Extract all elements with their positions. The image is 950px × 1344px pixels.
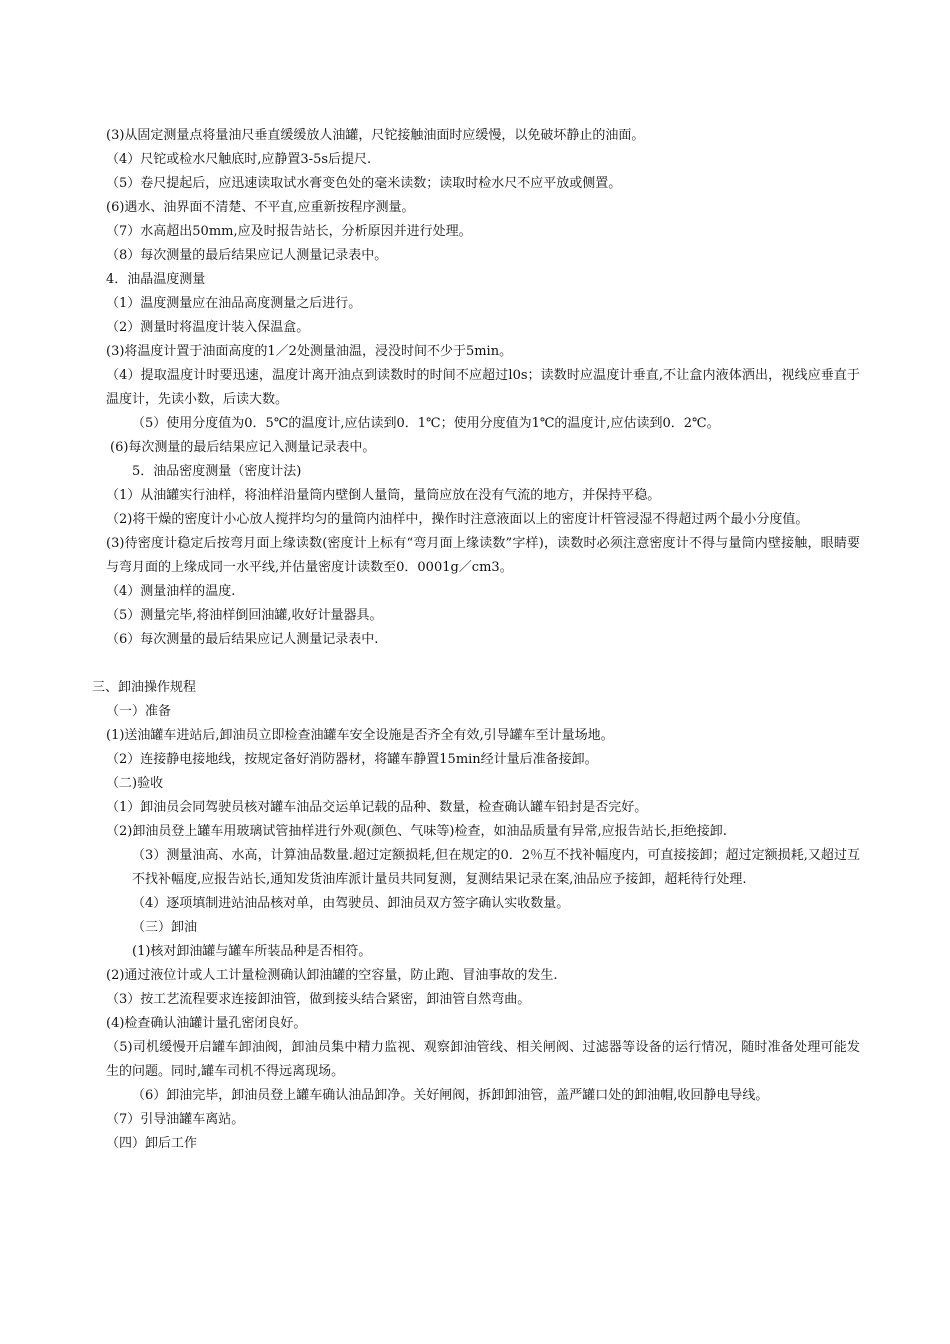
text-line: （7）引导油罐车离站。 xyxy=(106,1112,245,1127)
document-body xyxy=(92,124,860,1156)
text-line: （4）尺铊或检水尺触底时,应静置3-5s后提尺. xyxy=(106,152,372,167)
text-line: （2)卸油员登上罐车用玻璃试管抽样进行外观(颜色、气味等)检查，如油品质量有异常,应报告站长,拒绝接卸. xyxy=(106,824,727,839)
text-line: （6）每次测量的最后结果应记人测量记录表中. xyxy=(106,632,379,647)
section-heading: 4．油晶温度测量 xyxy=(106,272,206,287)
text-line: (4)检查确认油罐计量孔密闭良好。 xyxy=(106,1016,307,1031)
text-line: (6)每次测量的最后结果应记入测量记录表中。 xyxy=(110,440,376,455)
text-line: (1)核对卸油罐与罐车所装品种是否相符。 xyxy=(132,944,372,959)
text-line: （1）卸油员会同驾驶员核对罐车油品交运单记载的品种、数量，检查确认罐车铅封是否完好。 xyxy=(106,800,648,815)
text-line: （5）使用分度值为0．5℃的温度计,应估读到0．1℃；使用分度值为1℃的温度计,应估读到0．2℃。 xyxy=(132,416,720,431)
blank-line xyxy=(92,652,860,676)
text-line: （4）逐项填制进站油品核对单，由驾驶员、卸油员双方签字确认实收数量。 xyxy=(132,896,570,911)
text-line: （8）每次测量的最后结果应记人测量记录表中。 xyxy=(106,248,388,263)
text-line: （5）测量完毕,将油样倒回油罐,收好计量器具。 xyxy=(106,608,383,623)
text-line: （2）连接静电接地线，按规定备好消防器材，将罐车静置15min经计量后准备接卸。 xyxy=(106,752,598,767)
text-paragraph: (3)待密度计稳定后按弯月面上缘读数(密度计上标有“弯月面上缘读数”字样)，读数时必须注意密度计不得与量筒内壁接触，眼睛要与弯月面的上缘成同一水平线,并估量密度计读数至0．0001g／cm3。 xyxy=(106,536,860,575)
text-paragraph: （4）提取温度计时要迅速，温度计离开油点到读数时的时间不应超过l0s；读数时应温度计垂直,不让盒内液体洒出，视线应垂直于温度计，先读小数，后读大数。 xyxy=(106,368,860,407)
text-line: (3)将温度计置于油面高度的1／2处测量油温，浸没时间不少于5min。 xyxy=(106,344,513,359)
section-heading: （二)验收 xyxy=(106,776,164,791)
section-heading: （四）卸后工作 xyxy=(106,1136,198,1151)
text-paragraph: （2)将干燥的密度计小心放人搅拌均匀的量筒内油样中，操作时注意液面以上的密度计杆管浸湿不得超过两个最小分度值。 xyxy=(106,512,809,527)
text-line: （3）按工艺流程要求连接卸油管，做到接头结合紧密，卸油管自然弯曲。 xyxy=(106,992,531,1007)
text-line: （7）水高超出50mm,应及时报告站长，分析原因并进行处理。 xyxy=(106,224,472,239)
text-line: （4）测量油样的温度. xyxy=(106,584,236,599)
text-line: (3)从固定测量点将量油尺垂直缓缓放人油罐，尺铊接触油面时应缓慢，以免破坏静止的油面。 xyxy=(106,128,645,143)
text-line: (1)送油罐车进站后,卸油员立即检查油罐车安全设施是否齐全有效,引导罐车至计量场地。 xyxy=(106,728,614,743)
text-line: （1）温度测量应在油品高度测量之后进行。 xyxy=(106,296,362,311)
section-heading: （三）卸油 xyxy=(132,920,198,935)
section-heading: （一）准备 xyxy=(106,704,172,719)
text-paragraph: （5)司机缓慢开启罐车卸油阀，卸油员集中精力监视、观察卸油管线、相关闸阀、过滤器等设备的运行情况，随时准备处理可能发生的问题。同时,罐车司机不得远离现场。 xyxy=(106,1040,860,1079)
text-line: （1）从油罐实行油样，将油样沿量筒内壁倒人量筒，量筒应放在没有气流的地方，并保持平稳。 xyxy=(106,488,661,503)
text-line: （6）卸油完毕，卸油员登上罐车确认油品卸净。关好闸阀，拆卸卸油管，盖严罐口处的卸油帽,收回静电导线。 xyxy=(132,1088,769,1103)
text-line: （5）卷尺提起后，应迅速读取试水膏变色处的毫米读数；读取时检水尺不应平放或侧置。 xyxy=(106,176,622,191)
text-line: （2）测量时将温度计装入保温盒。 xyxy=(106,320,310,335)
text-line: (2)通过液位计或人工计量检测确认卸油罐的空容量，防止跑、冒油事故的发生. xyxy=(106,968,558,983)
chapter-heading: 三、卸油操作规程 xyxy=(92,680,197,695)
text-paragraph: （3）测量油高、水高，计算油品数量.超过定额损耗,但在规定的0．2％互不找补幅度内，可直接接卸；超过定额损耗,又超过互不找补幅度,应报告站长,通知发货油库派计量员共同复测，复测结果记录在案,油品应予接卸，超耗待行处理. xyxy=(132,848,860,887)
text-line: (6)遇水、油界面不清楚、不平直,应重新按程序测量。 xyxy=(106,200,415,215)
section-heading: 5．油品密度测量（密度计法) xyxy=(132,464,302,479)
